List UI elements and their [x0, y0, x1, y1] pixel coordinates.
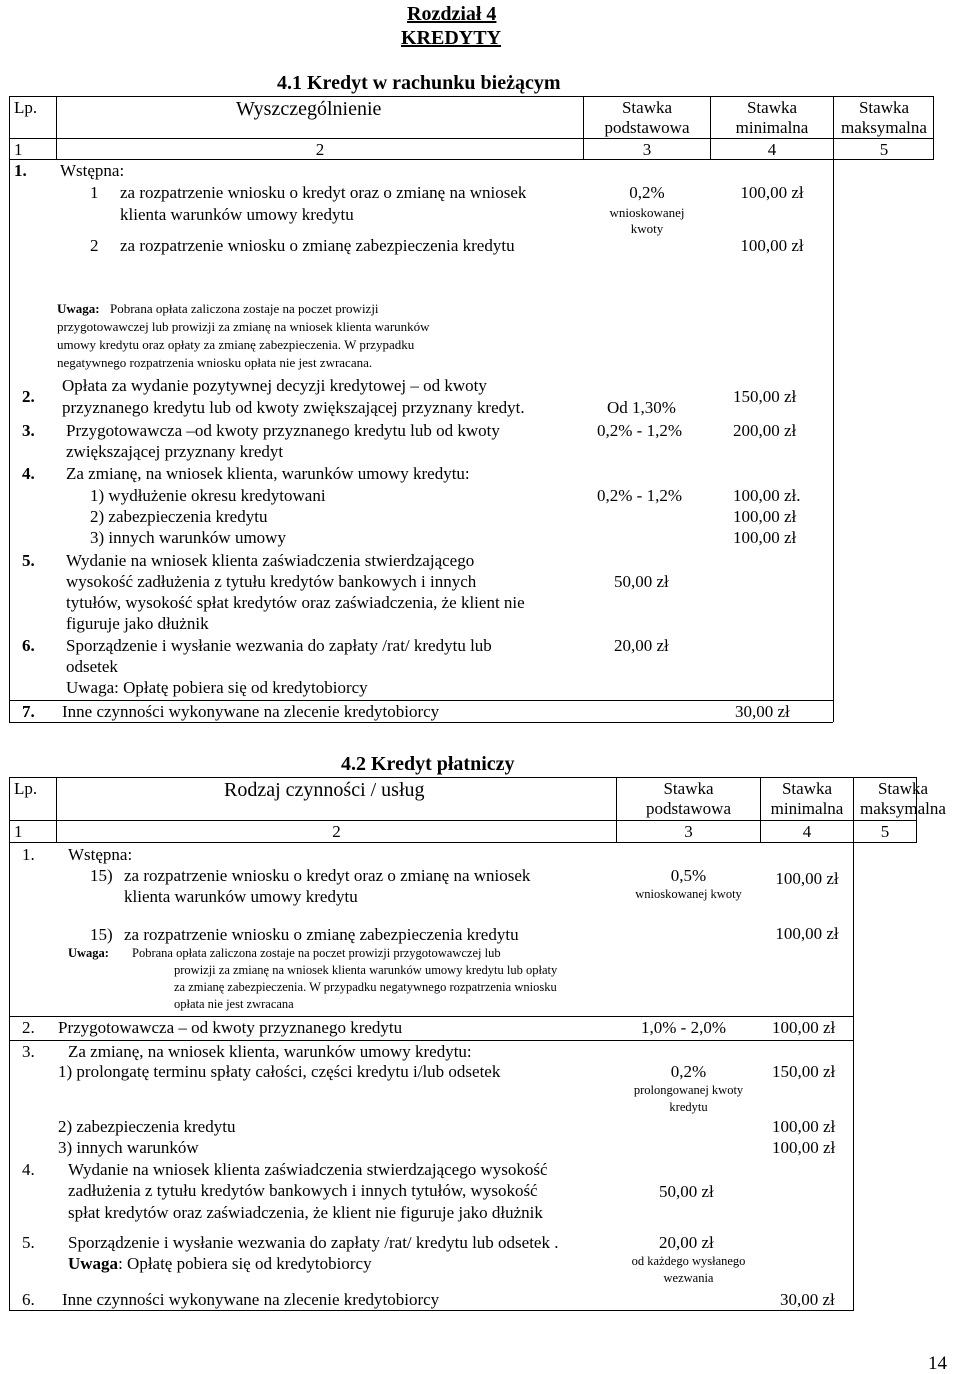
row-text: Sporządzenie i wysłanie wezwania do zapłaty /rat/ kredytu lub odsetek .: [68, 1233, 559, 1252]
item-number: 2: [90, 236, 99, 255]
base-rate: Od 1,30%: [607, 398, 676, 417]
note-text: za zmianę zabezpieczenia. W przypadku negatywnego rozpatrzenia wniosku: [174, 980, 557, 994]
row-text: Opłata za wydanie pozytywnej decyzji kredytowej – od kwoty: [62, 376, 487, 395]
row-item: 3) innych warunków umowy: [90, 528, 286, 547]
min-rate: 150,00 zł: [772, 1062, 836, 1081]
col-num: 1: [14, 822, 23, 841]
col-base-b: podstawowa: [646, 799, 731, 818]
section-4-1-title: 4.1 Kredyt w rachunku bieżącym: [277, 72, 561, 94]
min-rate: 100,00 zł: [772, 1138, 836, 1157]
note-text: : Opłatę pobiera się od kredytobiorcy: [118, 1254, 372, 1273]
col-num: 4: [767, 140, 777, 159]
base-rate-note: kredytu: [669, 1100, 708, 1114]
row-number: 2.: [22, 1018, 35, 1037]
col-min-a: Stawka: [781, 779, 833, 798]
item-number: 15): [90, 925, 113, 944]
col-max-a: Stawka: [858, 98, 910, 117]
base-rate: 50,00 zł: [659, 1182, 714, 1201]
col-lp: Lp.: [14, 98, 38, 117]
item-text: za rozpatrzenie wniosku o zmianę zabezpieczenia kredytu: [124, 925, 519, 944]
row-text: Inne czynności wykonywane na zlecenie kredytobiorcy: [62, 702, 440, 721]
row-text: Sporządzenie i wysłanie wezwania do zapłaty /rat/ kredytu lub: [66, 636, 492, 655]
row-title: Wstępna:: [68, 845, 133, 864]
row-text: Za zmianę, na wniosek klienta, warunków umowy kredytu:: [68, 1042, 472, 1061]
note-text: Pobrana opłata zaliczona zostaje na poczet prowizji: [110, 301, 379, 316]
col-max-b: maksymalna: [860, 799, 946, 818]
base-rate-note: kwoty: [630, 221, 664, 236]
col-num: 3: [642, 140, 652, 159]
item-number: 1: [90, 183, 99, 202]
row-note: Uwaga: Opłatę pobiera się od kredytobiorcy: [66, 678, 368, 697]
min-rate: 100,00 zł: [772, 1018, 836, 1037]
note-text: umowy kredytu oraz opłaty za zmianę zabezpieczenia. W przypadku: [57, 337, 415, 352]
row-item: 1) prolongatę terminu spłaty całości, części kredytu i/lub odsetek: [58, 1062, 501, 1081]
note-text: negatywnego rozpatrzenia wniosku opłata nie jest zwracana.: [57, 355, 373, 370]
chapter-title: Rozdział 4: [407, 3, 497, 25]
row-note: [68, 1254, 372, 1274]
row-number: 7.: [22, 702, 35, 721]
section-4-2-title: 4.2 Kredyt płatniczy: [341, 753, 515, 775]
row-text: Wydanie na wniosek klienta zaświadczenia stwierdzającego wysokość: [68, 1160, 548, 1179]
item-text: za rozpatrzenie wniosku o kredyt oraz o zmianę na wniosek: [124, 866, 531, 885]
col-lp: Lp.: [14, 779, 38, 798]
note-text: Pobrana opłata zaliczona zostaje na poczet prowizji przygotowawczej lub: [132, 946, 501, 960]
row-item: 2) zabezpieczenia kredytu: [58, 1117, 236, 1136]
row-number: 5.: [22, 551, 35, 570]
item-text: za rozpatrzenie wniosku o zmianę zabezpieczenia kredytu: [120, 236, 515, 255]
row-title: Wstępna:: [60, 161, 125, 180]
col-num: 2: [315, 140, 325, 159]
row-text: Za zmianę, na wniosek klienta, warunków umowy kredytu:: [66, 464, 470, 483]
min-rate: 100,00 zł: [775, 869, 839, 888]
min-rate: 100,00 zł: [740, 183, 804, 202]
min-rate: 30,00 zł: [735, 702, 790, 721]
col-base-a: Stawka: [621, 98, 673, 117]
row-text: Inne czynności wykonywane na zlecenie kredytobiorcy: [62, 1290, 440, 1309]
item-text: klienta warunków umowy kredytu: [124, 887, 358, 906]
note-label: Uwaga:: [57, 301, 100, 316]
row-item: 1) wydłużenie okresu kredytowani: [90, 486, 326, 505]
base-rate-note: wnioskowanej: [609, 205, 685, 220]
min-rate: 100,00 zł: [740, 236, 804, 255]
row-text: wysokość zadłużenia z tytułu kredytów bankowych i innych: [66, 572, 477, 591]
row-number: 5.: [22, 1233, 35, 1252]
min-rate: 100,00 zł: [775, 924, 839, 943]
col-num: 4: [802, 822, 812, 841]
row-text: przyznanego kredytu lub od kwoty zwiększającej przyznany kredyt.: [62, 398, 525, 417]
base-rate: 0,2%: [629, 183, 665, 202]
item-text: klienta warunków umowy kredytu: [120, 205, 354, 224]
col-max-b: maksymalna: [841, 118, 927, 137]
col-max-a: Stawka: [877, 779, 929, 798]
min-rate: 100,00 zł.: [733, 486, 801, 505]
row-number: 3.: [22, 421, 35, 440]
item-text: za rozpatrzenie wniosku o kredyt oraz o zmianę na wniosek: [120, 183, 527, 202]
page-number: 14: [928, 1353, 947, 1374]
base-rate: 1,0% - 2,0%: [641, 1018, 726, 1037]
min-rate: 200,00 zł: [733, 421, 797, 440]
note-label: Uwaga: [68, 1254, 119, 1273]
min-rate: 100,00 zł: [733, 528, 797, 547]
min-rate: 150,00 zł: [733, 387, 797, 406]
note-text: prowizji za zmianę na wniosek klienta warunków umowy kredytu lub opłaty: [174, 963, 558, 977]
base-rate: 50,00 zł: [614, 572, 669, 591]
col-num: 5: [879, 140, 889, 159]
col-name: Rodzaj czynności / usług: [224, 779, 425, 801]
base-rate-note: wezwania: [663, 1271, 714, 1285]
base-rate-note: wnioskowanej kwoty: [635, 887, 742, 901]
row-number: 4.: [22, 1160, 35, 1179]
col-base-b: podstawowa: [604, 118, 690, 137]
row-number: 4.: [22, 464, 35, 483]
row-number: 3.: [22, 1042, 35, 1061]
row-text: spłat kredytów oraz zaświadczenia, że klient nie figuruje jako dłużnik: [68, 1203, 543, 1222]
row-text: odsetek: [66, 657, 118, 676]
row-text: Przygotowawcza –od kwoty przyznanego kredytu lub od kwoty: [66, 421, 500, 440]
row-item: 3) innych warunków: [58, 1138, 199, 1157]
min-rate: 100,00 zł: [733, 507, 797, 526]
col-num: 2: [332, 822, 341, 841]
base-rate-note: od każdego wysłanego: [631, 1254, 746, 1268]
base-rate: 20,00 zł: [614, 636, 669, 655]
row-text: zadłużenia z tytułu kredytów bankowych i innych tytułów, wysokość: [68, 1181, 538, 1200]
row-text: zwiększającej przyznany kredyt: [66, 442, 284, 461]
row-item: 2) zabezpieczenia kredytu: [90, 507, 268, 526]
col-min-b: minimalna: [735, 118, 809, 137]
base-rate: 0,5%: [670, 866, 707, 885]
item-number: 15): [90, 866, 113, 885]
row-text: figuruje jako dłużnik: [66, 614, 209, 633]
note-text: przygotowawczej lub prowizji za zmianę na wniosek klienta warunków: [57, 319, 430, 334]
row-number: 1.: [22, 845, 35, 864]
base-rate: 0,2% - 1,2%: [597, 421, 682, 440]
min-rate: 100,00 zł: [772, 1117, 836, 1136]
col-base-a: Stawka: [663, 779, 714, 798]
col-num: 1: [14, 140, 23, 159]
row-text: Przygotowawcza – od kwoty przyznanego kredytu: [58, 1018, 403, 1037]
chapter-subtitle: KREDYTY: [401, 27, 502, 49]
row-number: 2.: [22, 387, 35, 406]
row-number: 1.: [14, 161, 27, 180]
col-num: 5: [880, 822, 890, 841]
row-number: 6.: [22, 636, 35, 655]
min-rate: 30,00 zł: [780, 1290, 835, 1309]
col-name: Wyszczególnienie: [236, 98, 382, 120]
base-rate: 20,00 zł: [659, 1233, 714, 1252]
note-text: opłata nie jest zwracana: [174, 997, 294, 1011]
col-min-b: minimalna: [770, 799, 844, 818]
col-num: 3: [684, 822, 693, 841]
base-rate-note: prolongowanej kwoty: [633, 1083, 744, 1097]
note-label: Uwaga:: [68, 946, 109, 960]
row-text: Wydanie na wniosek klienta zaświadczenia stwierdzającego: [66, 551, 475, 570]
base-rate: 0,2%: [670, 1062, 707, 1081]
row-text: tytułów, wysokość spłat kredytów oraz zaświadczenia, że klient nie: [66, 593, 525, 612]
base-rate: 0,2% - 1,2%: [597, 486, 682, 505]
col-min-a: Stawka: [746, 98, 798, 117]
row-number: 6.: [22, 1290, 35, 1309]
